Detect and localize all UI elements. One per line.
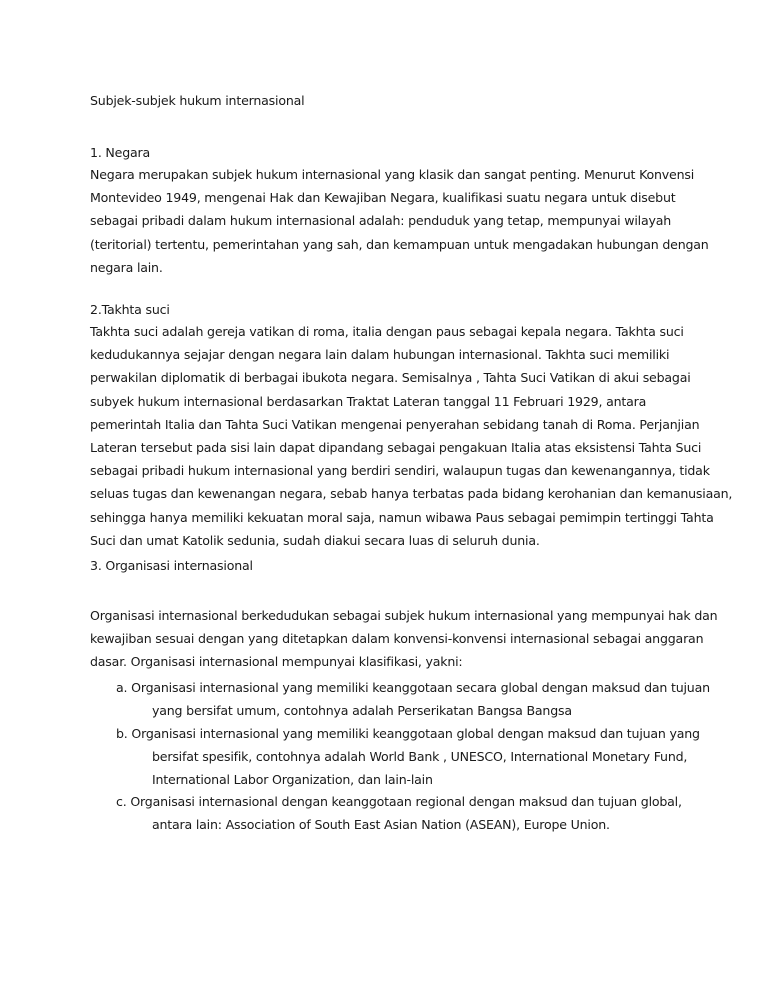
document-title [90, 89, 304, 112]
paragraph-line: kedudukannya sejajar dengan negara lain dalam hubungan internasional. Takhta suci memiliki [90, 347, 670, 363]
paragraph-line: perwakilan diplomatik di berbagai ibukota negara. Semisalnya , Tahta Suci Vatikan di akui sebagai [90, 370, 691, 386]
list-item-line: yang bersifat umum, contohnya adalah Perserikatan Bangsa Bangsa [152, 703, 572, 719]
list-item-line: International Labor Organization, dan lain-lain [152, 772, 433, 788]
section-negara [90, 141, 150, 164]
paragraph-line: sebagai pribadi dalam hukum internasional adalah: penduduk yang tetap, mempunyai wilayah [90, 213, 672, 229]
list-item-line: a. Organisasi internasional yang memiliki keanggotaan secara global dengan maksud dan tujuan [116, 680, 710, 695]
title-text: Subjek-subjek hukum internasional [90, 93, 305, 108]
paragraph-line: sehingga hanya memiliki kekuatan moral saja, namun wibawa Paus sebagai pemimpin tertinggi Tahta [90, 509, 714, 525]
paragraph-line: Montevideo 1949, mengenai Hak dan Kewajiban Negara, kualifikasi suatu negara untuk disebut [90, 190, 676, 206]
section-negara-body [90, 163, 709, 279]
paragraph-line: pemerintah Italia dan Tahta Suci Vatikan mengenai penyerahan sebidang tanah di Roma. Perjanjian [90, 416, 700, 432]
paragraph-line: Lateran tersebut pada sisi lain dapat dipandang sebagai pengakuan Italia atas eksistensi Tahta Suci [90, 439, 702, 455]
paragraph-line: negara lain. [90, 259, 163, 275]
list-item-line: b. Organisasi internasional yang memiliki keanggotaan global dengan maksud dan tujuan yang [116, 726, 700, 741]
paragraph-line: kewajiban sesuai dengan yang ditetapkan dalam konvensi-konvensi internasional sebagai anggaran [90, 631, 704, 647]
list-item-line: antara lain: Association of South East Asian Nation (ASEAN), Europe Union. [152, 817, 610, 833]
section-heading: 1. Negara [90, 145, 150, 160]
paragraph-line: Suci dan umat Katolik sedunia, sudah diakui secara luas di seluruh dunia. [90, 532, 540, 548]
paragraph-line: Takhta suci adalah gereja vatikan di roma, italia dengan paus sebagai kepala negara. Takhta suci [90, 324, 684, 339]
paragraph-line: (teritorial) tertentu, pemerintahan yang sah, dan kemampuan untuk mengadakan hubungan dengan [90, 236, 709, 252]
paragraph-line: Negara merupakan subjek hukum internasional yang klasik dan sangat penting. Menurut Konvensi [90, 167, 695, 182]
section-takhta-suci-body [90, 320, 732, 552]
paragraph-line: subyek hukum internasional berdasarkan Traktat Lateran tanggal 11 Februari 1929, antara [90, 393, 647, 409]
list-item-c [90, 790, 682, 836]
list-item-line: bersifat spesifik, contohnya adalah World Bank , UNESCO, International Monetary Fund, [152, 749, 688, 765]
paragraph-line: dasar. Organisasi internasional mempunyai klasifikasi, yakni: [90, 654, 463, 670]
section-heading: 2.Takhta suci [90, 302, 170, 317]
section-organisasi [90, 554, 253, 577]
list-item-line: c. Organisasi internasional dengan keanggotaan regional dengan maksud dan tujuan global, [116, 794, 682, 809]
section-takhta-suci [90, 298, 170, 321]
section-organisasi-body [90, 604, 717, 674]
section-heading: 3. Organisasi internasional [90, 558, 253, 573]
list-item-b [90, 722, 700, 792]
list-item-a [90, 676, 710, 722]
paragraph-line: seluas tugas dan kewenangan negara, sebab hanya terbatas pada bidang kerohanian dan kemanusiaan, [90, 486, 733, 502]
paragraph-line: Organisasi internasional berkedudukan sebagai subjek hukum internasional yang mempunyai hak dan [90, 608, 718, 623]
paragraph-line: sebagai pribadi hukum internasional yang berdiri sendiri, walaupun tugas dan kewenangannya, tidak [90, 463, 710, 479]
